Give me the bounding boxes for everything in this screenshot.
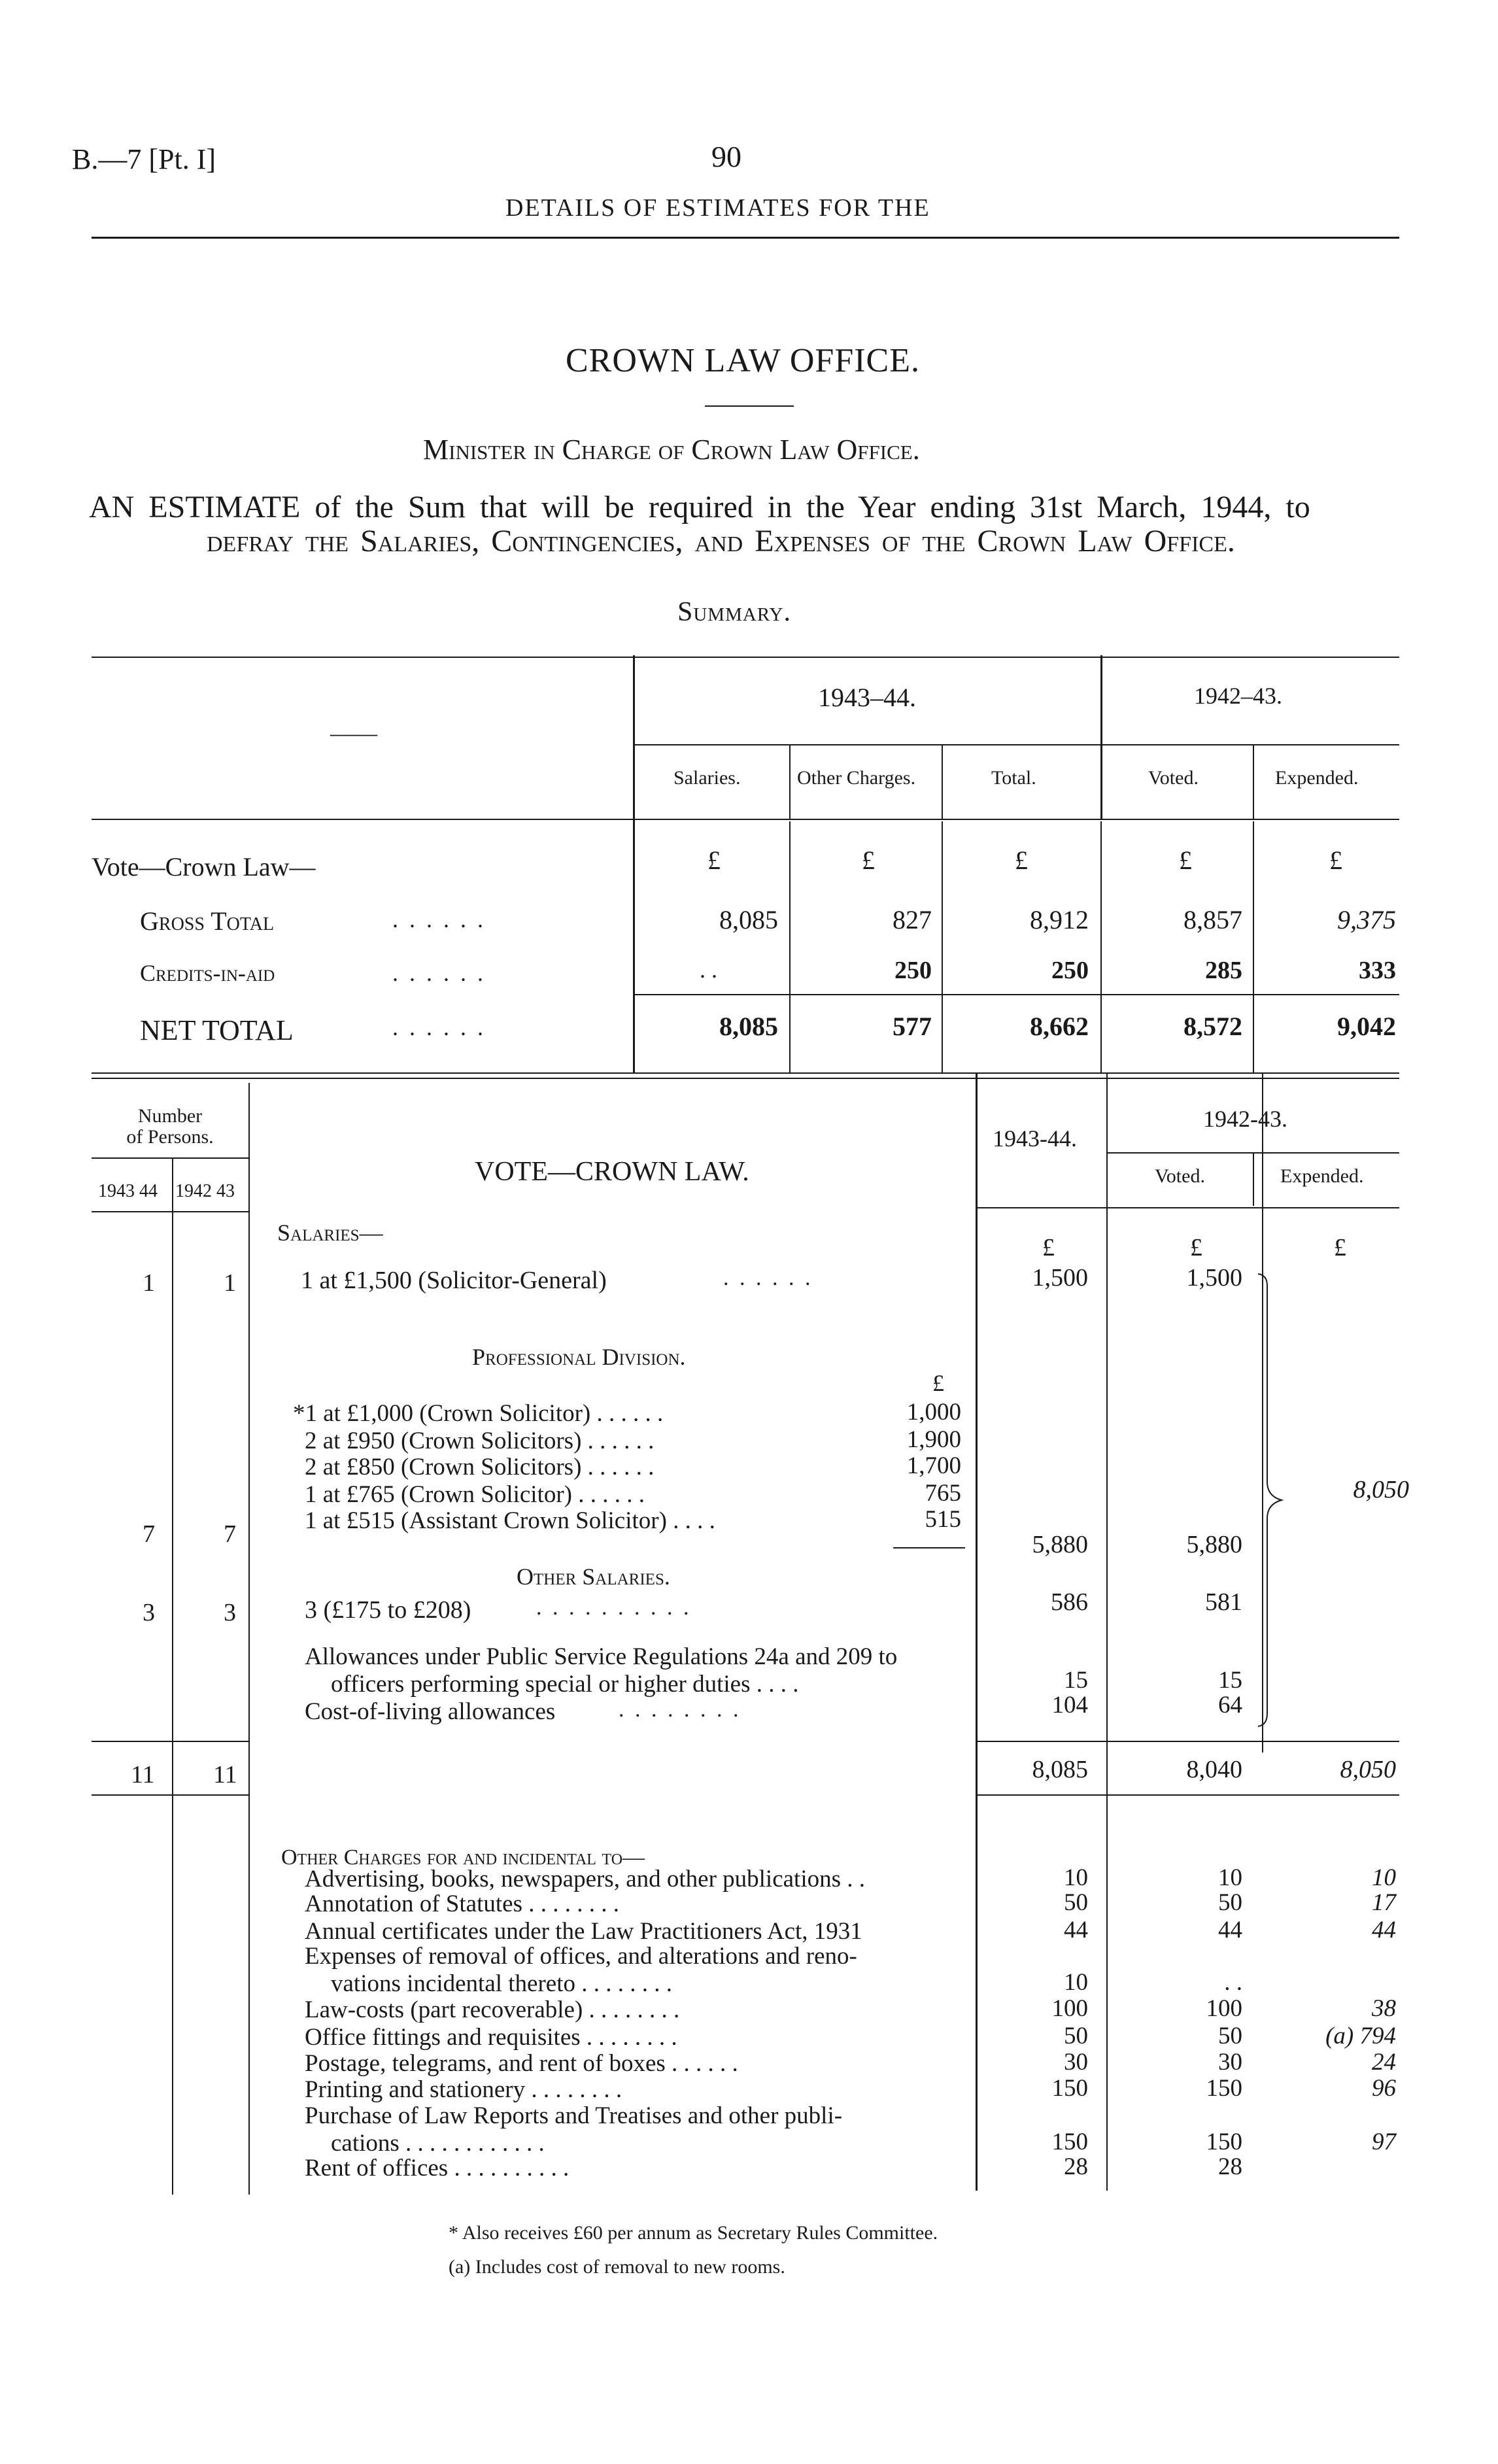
amount-voted: 581 [1205, 1588, 1242, 1616]
persons-1943: 7 [143, 1520, 155, 1548]
persons-1942: 7 [224, 1520, 236, 1548]
amount-1943: 50 [1064, 1889, 1088, 1916]
col-voted: Voted. [1155, 1165, 1205, 1187]
amount-1943: 100 [1051, 1995, 1088, 2022]
amount-voted: 28 [1218, 2153, 1242, 2180]
persons-total-bottom-rule [92, 1794, 248, 1796]
amount-divider [1106, 1072, 1108, 2191]
voted-expended-divider [1253, 1154, 1254, 1206]
summary-col-divider [1100, 821, 1102, 1074]
other-charge-label: Purchase of Law Reports and Treatises and other publi- [305, 2102, 843, 2129]
amount-1943: 44 [1064, 1917, 1088, 1943]
amount-voted: 50 [1218, 2023, 1242, 2049]
amount-voted: 64 [1218, 1692, 1242, 1719]
amount-1943: 104 [1051, 1692, 1088, 1719]
summary-top-rule [92, 657, 1399, 658]
summary-heading: Summary. [677, 597, 792, 627]
summary-salaries: . . [700, 957, 717, 983]
summary-year-previous: 1942–43. [1194, 683, 1282, 709]
professional-amount: 1,700 [906, 1452, 961, 1479]
persons-header-line2: of Persons. [126, 1126, 214, 1148]
professional-item: 1 at £765 (Crown Solicitor) . . . . . . [305, 1481, 645, 1508]
other-charge-label: Annual certificates under the Law Practitioners Act, 1931 [305, 1918, 862, 1945]
amount-1943: 10 [1064, 1969, 1088, 1996]
amount-expended: 38 [1372, 1995, 1396, 2022]
amount-1943: 150 [1051, 2075, 1088, 2102]
allowances-line-2: officers performing special or higher duties . . . . [331, 1671, 799, 1698]
amount-voted: 150 [1206, 2129, 1242, 2155]
persons-1943: 3 [143, 1599, 155, 1626]
total-1943: 8,085 [1032, 1756, 1088, 1783]
bracket-expended-total: 8,050 [1353, 1476, 1409, 1503]
col-expended: Expended. [1280, 1165, 1364, 1187]
summary-voted: 8,572 [1183, 1012, 1242, 1041]
amount-1943: 5,880 [1032, 1531, 1088, 1558]
summary-expended: 9,042 [1337, 1012, 1396, 1041]
running-title: DETAILS OF ESTIMATES FOR THE [505, 194, 930, 222]
amount-1943: 15 [1064, 1667, 1088, 1694]
other-charge-label: Printing and stationery . . . . . . . . [305, 2076, 622, 2103]
leader-dots: . . . . . . . . [619, 1698, 741, 1722]
persons-year-b: 1942 43 [175, 1181, 235, 1201]
summary-salaries: 8,085 [719, 905, 778, 934]
persons-total-rule [92, 1741, 248, 1742]
amount-1943: 10 [1064, 1864, 1088, 1891]
currency-symbol: £ [1179, 846, 1192, 875]
summary-col-divider [1253, 745, 1254, 819]
summary-total: 8,912 [1030, 905, 1089, 934]
amount-expended: 96 [1372, 2075, 1396, 2102]
amount-voted: 5,880 [1186, 1531, 1242, 1558]
summary-net-rule [634, 994, 1399, 995]
total-voted: 8,040 [1186, 1756, 1242, 1783]
col-1942: 1942-43. [1203, 1106, 1287, 1132]
summary-year-rule [634, 744, 1399, 745]
leader-dots: . . . . . . [392, 1014, 486, 1040]
currency-symbol: £ [1015, 846, 1028, 875]
salaries-heading: Salaries— [277, 1220, 383, 1246]
summary-col-expended: Expended. [1275, 767, 1359, 789]
other-charges-heading: Other Charges for and incidental to— [281, 1845, 645, 1870]
amount-1943: 1,500 [1032, 1264, 1088, 1292]
footnote-star: * Also receives £60 per annum as Secretary Rules Committee. [449, 2222, 938, 2244]
total-expended: 8,050 [1340, 1756, 1396, 1783]
summary-voted: 8,857 [1183, 905, 1242, 934]
amount-voted: 10 [1218, 1864, 1242, 1891]
office-title: CROWN LAW OFFICE. [566, 342, 921, 379]
professional-amount: 1,900 [906, 1426, 961, 1453]
other-charge-label: Expenses of removal of offices, and alterations and reno- [305, 1943, 857, 1970]
summary-expended: 333 [1359, 957, 1396, 984]
page-reference: B.—7 [Pt. I] [72, 143, 216, 175]
currency-symbol: £ [1334, 1234, 1346, 1261]
summary-bottom-rule [92, 1072, 1399, 1074]
amount-voted: . . [1224, 1969, 1242, 1996]
estimate-line-1: AN ESTIMATE of the Sum that will be required in the Year ending 31st March, 1944, to [89, 490, 1310, 524]
amount-1943: 30 [1064, 2049, 1088, 2076]
title-rule [705, 405, 794, 407]
summary-col-voted: Voted. [1148, 767, 1199, 789]
summary-row-label: Credits-in-aid [140, 960, 275, 986]
professional-heading: Professional Division. [472, 1344, 686, 1370]
leader-dots: . . . . . . . . . . [536, 1596, 692, 1620]
estimate-line-2: defray the Salaries, Contingencies, and Expenses of the Crown Law Office. [207, 524, 1235, 558]
page-number: 90 [711, 140, 741, 173]
summary-col-divider [789, 821, 791, 1074]
persons-total-1942: 11 [213, 1761, 237, 1788]
other-charge-label: Advertising, books, newspapers, and other publications . . [305, 1866, 866, 1892]
amount-header-rule [977, 1207, 1399, 1208]
amount-voted: 44 [1218, 1917, 1242, 1943]
amount-total-rule [977, 1741, 1399, 1742]
amount-1943: 586 [1051, 1588, 1088, 1616]
footnote-a: (a) Includes cost of removal to new rooms. [449, 2256, 785, 2278]
professional-item: 2 at £850 (Crown Solicitors) . . . . . . [305, 1454, 655, 1480]
persons-header-line1: Number [137, 1105, 203, 1127]
amount-voted: 50 [1218, 1889, 1242, 1916]
other-charge-label: Postage, telegrams, and rent of boxes . . . . . . [305, 2050, 738, 2077]
currency-symbol: £ [1042, 1234, 1055, 1261]
summary-total: 250 [1051, 957, 1089, 984]
header-rule [92, 237, 1399, 239]
persons-divider [248, 1083, 250, 2195]
summary-dash: —— [330, 720, 377, 746]
summary-bottom-rule [92, 1078, 1399, 1079]
summary-year-current: 1943–44. [818, 683, 916, 712]
summary-other: 577 [893, 1012, 932, 1041]
summary-col-other: Other Charges. [797, 767, 916, 789]
currency-symbol: £ [1190, 1234, 1202, 1261]
item-label: 1 at £1,500 (Solicitor-General) [301, 1267, 607, 1294]
professional-amount: 1,000 [906, 1399, 961, 1426]
allowances-line-1: Allowances under Public Service Regulations 24a and 209 to [305, 1643, 898, 1670]
summary-year-divider [1100, 655, 1102, 820]
other-charge-label: Law-costs (part recoverable) . . . . . . . . [305, 1996, 680, 2023]
professional-sum-rule [893, 1547, 965, 1549]
amount-expended: 97 [1372, 2129, 1396, 2155]
other-charge-label: Office fittings and requisites . . . . . . . . [305, 2024, 677, 2051]
currency-symbol: £ [1329, 846, 1342, 875]
amount-total-bottom-rule [977, 1794, 1399, 1796]
persons-header-rule [92, 1157, 248, 1159]
professional-amount: 515 [925, 1506, 961, 1533]
other-charge-label: Annotation of Statutes . . . . . . . . [305, 1891, 619, 1917]
amount-expended: 44 [1372, 1917, 1396, 1943]
vote-label: Vote—Crown Law— [92, 852, 316, 881]
professional-item: *1 at £1,000 (Crown Solicitor) . . . . . . [293, 1400, 664, 1427]
amount-voted: 1,500 [1186, 1264, 1242, 1292]
vote-title: VOTE—CROWN LAW. [475, 1157, 749, 1187]
summary-col-divider [789, 745, 791, 819]
summary-col-divider [942, 821, 943, 1074]
summary-other: 250 [894, 957, 932, 984]
summary-voted: 285 [1205, 957, 1242, 984]
currency-symbol: £ [932, 1370, 944, 1396]
item-label: 3 (£175 to £208) [305, 1596, 471, 1624]
leader-dots: . . . . . . [392, 906, 486, 933]
amount-expended: 10 [1372, 1864, 1396, 1891]
amount-expended: 24 [1372, 2049, 1396, 2076]
other-salaries-heading: Other Salaries. [517, 1564, 670, 1590]
persons-total-1943: 11 [131, 1761, 155, 1788]
col-1943: 1943-44. [993, 1125, 1077, 1152]
leader-dots: . . . . . . [392, 960, 486, 986]
summary-expended: 9,375 [1337, 905, 1396, 934]
amount-1943: 50 [1064, 2023, 1088, 2049]
cost-of-living-label: Cost-of-living allowances [305, 1698, 556, 1725]
professional-item: 2 at £950 (Crown Solicitors) . . . . . . [305, 1428, 655, 1454]
summary-salaries: 8,085 [719, 1012, 778, 1041]
persons-col-divider [172, 1157, 173, 2195]
amount-voted: 150 [1206, 2075, 1242, 2102]
persons-1943: 1 [143, 1269, 155, 1297]
amount-expended: (a) 794 [1325, 2023, 1396, 2049]
amount-voted: 15 [1218, 1667, 1242, 1694]
persons-1942: 3 [224, 1599, 236, 1626]
summary-divider [633, 655, 635, 1074]
persons-year-rule [92, 1211, 248, 1212]
summary-col-divider [942, 745, 943, 819]
summary-header-rule [92, 819, 1399, 820]
persons-1942: 1 [224, 1269, 236, 1297]
leader-dots: . . . . . . [723, 1266, 813, 1290]
amount-1943: 28 [1064, 2153, 1088, 2180]
amount-divider [976, 1072, 978, 2191]
amount-voted: 30 [1218, 2049, 1242, 2076]
professional-item: 1 at £515 (Assistant Crown Solicitor) . . . . [305, 1507, 715, 1534]
professional-amount: 765 [925, 1480, 961, 1507]
currency-symbol: £ [707, 846, 721, 875]
summary-col-salaries: Salaries. [673, 767, 741, 789]
amount-1943: 150 [1051, 2129, 1088, 2155]
persons-year-a: 1943 44 [98, 1181, 158, 1201]
amount-voted: 100 [1206, 1995, 1242, 2022]
summary-col-total: Total. [991, 767, 1036, 789]
summary-total: 8,662 [1030, 1012, 1089, 1041]
amount-expended: 17 [1372, 1889, 1396, 1916]
summary-col-divider [1253, 821, 1254, 1074]
minister-line: Minister in Charge of Crown Law Office. [423, 434, 920, 466]
currency-symbol: £ [862, 846, 875, 875]
other-charge-label: Rent of offices . . . . . . . . . . [305, 2155, 570, 2182]
summary-row-label: NET TOTAL [140, 1014, 294, 1046]
summary-other: 827 [893, 905, 932, 934]
other-charge-label: vations incidental thereto . . . . . . . . [331, 1970, 672, 1997]
other-charge-label: cations . . . . . . . . . . . . [331, 2130, 545, 2157]
summary-row-label: Gross Total [140, 906, 275, 936]
